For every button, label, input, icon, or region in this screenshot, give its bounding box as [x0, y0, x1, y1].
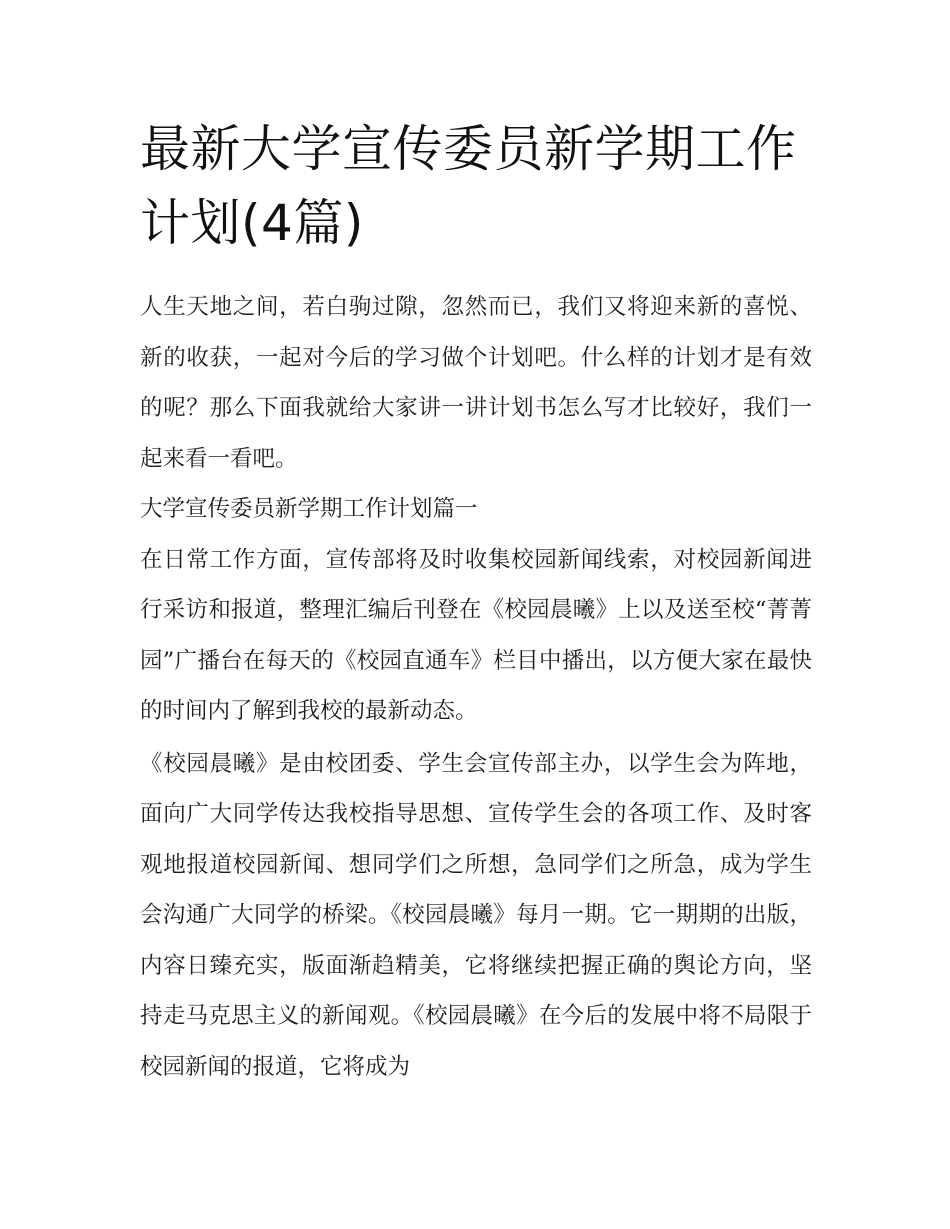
document-title: 最新大学宣传委员新学期工作计划(4篇) [140, 120, 797, 252]
intro-paragraph: 人生天地之间，若白驹过隙，忽然而已，我们又将迎来新的喜悦、新的收获，一起对今后的学习做个计划吧。什么样的计划才是有效的呢？那么下面我就给大家讲一讲计划书怎么写才比较好，我们一起来看一看吧。 [140, 294, 812, 472]
document-body [140, 112, 812, 1092]
section-heading: 大学宣传委员新学期工作计划篇一 [140, 496, 478, 522]
body-paragraph: 在日常工作方面，宣传部将及时收集校园新闻线索，对校园新闻进行采访和报道，整理汇编后刊登在《校园晨曦》上以及送至校“菁菁园”广播台在每天的《校园直通车》栏目中播出，以方便大家在最快的时间内了解到我校的最新动态。 [140, 546, 812, 724]
body-paragraph: 《校园晨曦》是由校团委、学生会宣传部主办，以学生会为阵地，面向广大同学传达我校指导思想、宣传学生会的各项工作、及时客观地报道校园新闻、想同学们之所想，急同学们之所急，成为学生会沟通广大同学的桥梁。《校园晨曦》每月一期。它一期期的出版，内容日臻充实，版面渐趋精美，它将继续把握正确的舆论方向，坚持走马克思主义的新闻观。《校园晨曦》在今后的发展中将不局限于校园新闻的报道，它将成为 [140, 750, 812, 1080]
